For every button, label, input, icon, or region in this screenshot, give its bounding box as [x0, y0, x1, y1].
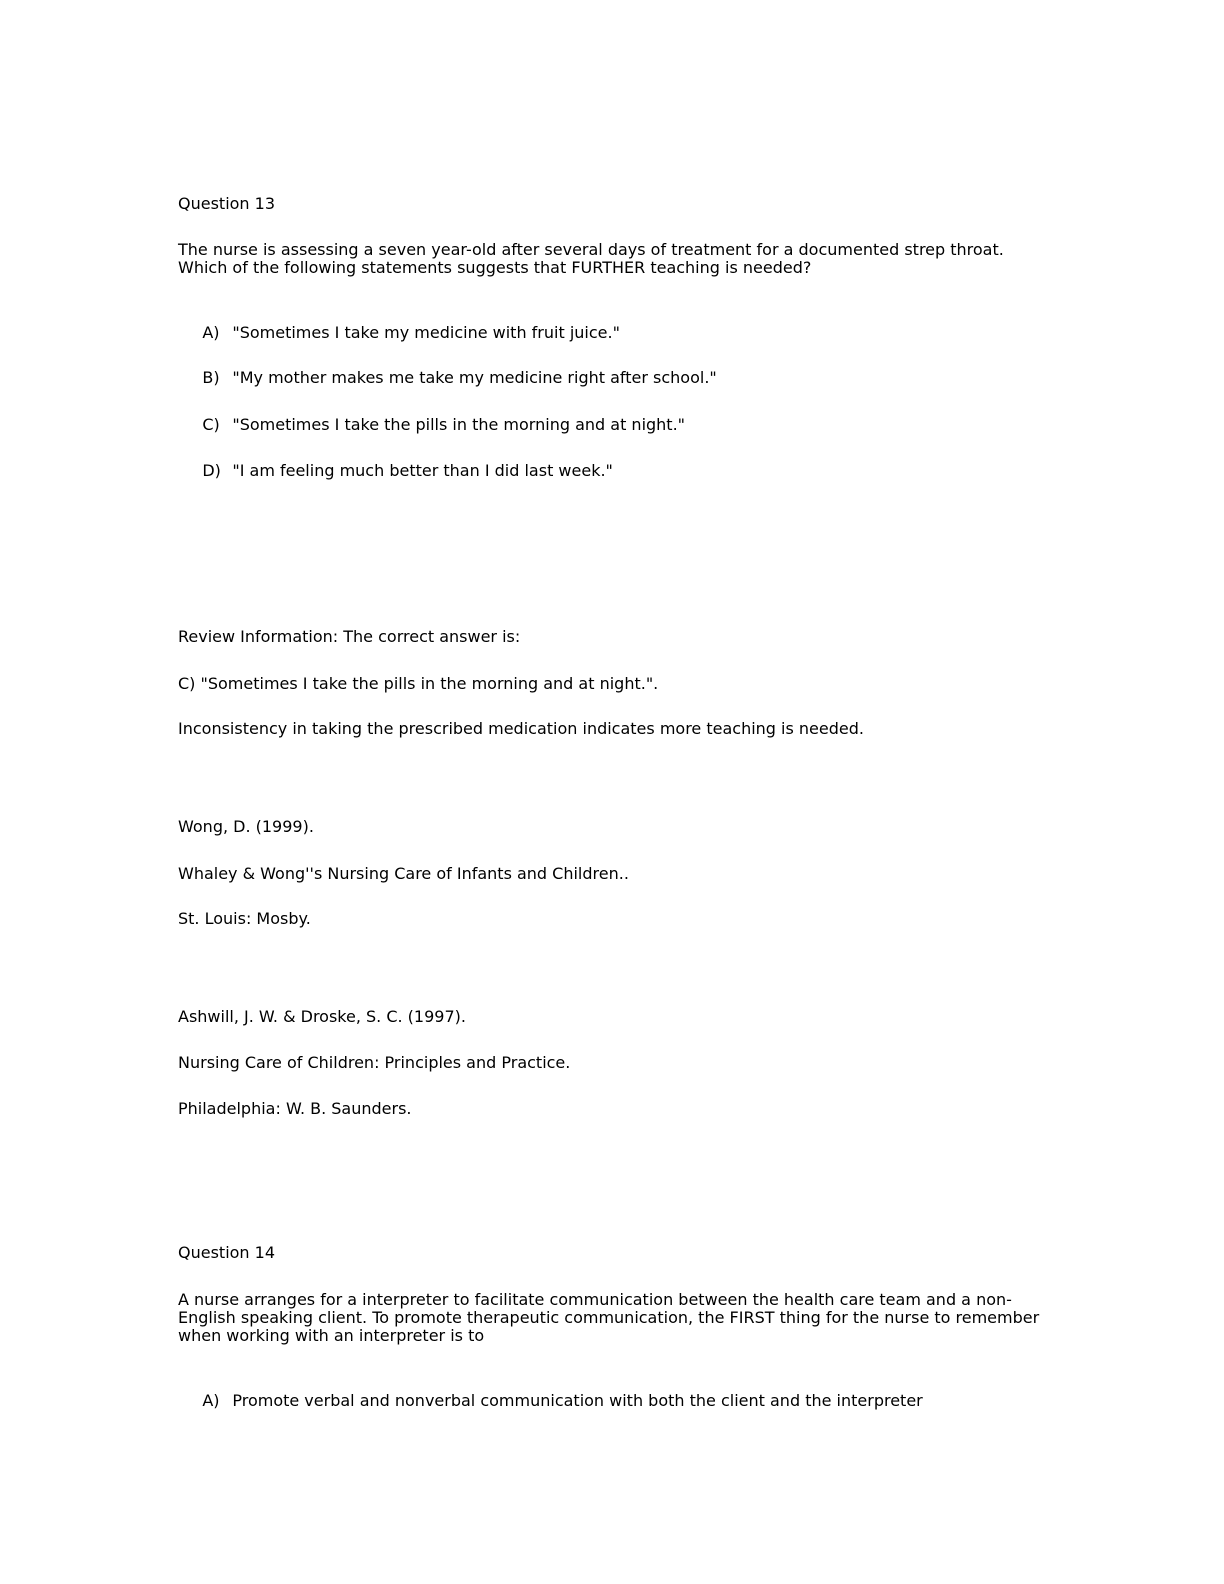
reference-1-author: Wong, D. (1999). — [178, 817, 314, 836]
review-answer: C) "Sometimes I take the pills in the morning and at night.". — [178, 674, 659, 693]
option-text: "My mother makes me take my medicine right after school." — [232, 368, 717, 387]
question-13-heading: Question 13 — [178, 194, 276, 213]
option-text: "Sometimes I take my medicine with fruit juice." — [232, 323, 620, 342]
option-letter: A) — [202, 323, 220, 342]
question-14-heading: Question 14 — [178, 1243, 276, 1262]
question-14-stem-line-2: English speaking client. To promote therapeutic communication, the FIRST thing for the nurse to remember — [178, 1308, 1040, 1327]
reference-2-title: Nursing Care of Children: Principles and Practice. — [178, 1053, 571, 1072]
review-rationale: Inconsistency in taking the prescribed medication indicates more teaching is needed. — [178, 719, 864, 738]
reference-2-publisher: Philadelphia: W. B. Saunders. — [178, 1099, 412, 1118]
question-13-option-b — [182, 351, 717, 405]
question-13-stem-line-1: The nurse is assessing a seven year-old after several days of treatment for a documented strep throat. — [178, 240, 1004, 259]
question-13-stem-line-2: Which of the following statements suggests that FURTHER teaching is needed? — [178, 258, 812, 277]
reference-2-author: Ashwill, J. W. & Droske, S. C. (1997). — [178, 1007, 466, 1026]
question-13-option-d — [182, 444, 613, 498]
option-text: "Sometimes I take the pills in the morning and at night." — [232, 415, 686, 434]
option-letter: A) — [202, 1391, 220, 1410]
question-14-option-a — [182, 1374, 923, 1428]
option-text: Promote verbal and nonverbal communication with both the client and the interpreter — [232, 1391, 923, 1410]
question-14-stem-line-3: when working with an interpreter is to — [178, 1326, 485, 1345]
option-letter: B) — [202, 368, 220, 387]
reference-1-title: Whaley & Wong''s Nursing Care of Infants and Children.. — [178, 864, 629, 883]
option-text: "I am feeling much better than I did last week." — [232, 461, 613, 480]
option-letter: D) — [202, 461, 221, 480]
review-intro: Review Information: The correct answer is: — [178, 627, 521, 646]
question-14-stem-line-1: A nurse arranges for a interpreter to facilitate communication between the health care team and a non- — [178, 1290, 1012, 1309]
reference-1-publisher: St. Louis: Mosby. — [178, 909, 311, 928]
option-letter: C) — [202, 415, 220, 434]
